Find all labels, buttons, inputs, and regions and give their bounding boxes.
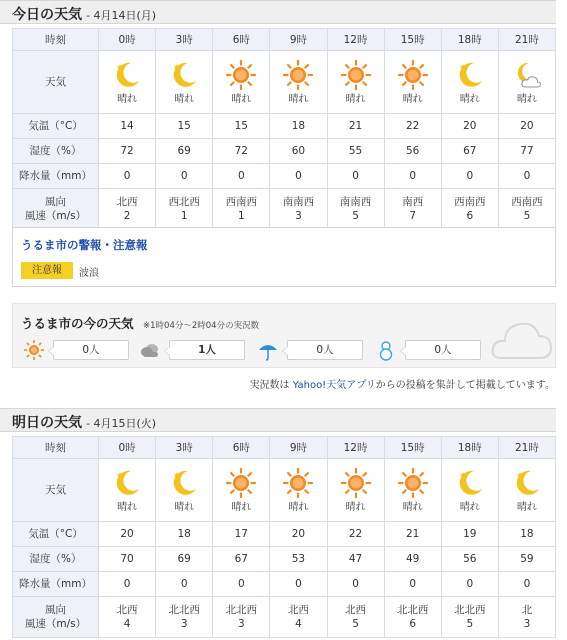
cloudy-count: 1人 xyxy=(169,340,245,360)
current-weather-title: うるま市の今の天気 xyxy=(21,316,134,331)
condition-text: 晴れ xyxy=(231,93,252,105)
humidity-cell: 77 xyxy=(498,139,555,164)
temperature-label: 気温（°C） xyxy=(13,114,99,139)
wind-cell xyxy=(327,189,384,230)
weather-cell xyxy=(270,51,327,114)
humidity-row xyxy=(13,547,556,572)
weather-cell xyxy=(441,51,498,114)
yahoo-weather-app-link[interactable]: Yahoo!天気アプリ xyxy=(292,380,376,391)
wind-cell xyxy=(99,189,156,230)
wind-direction: 北北西 xyxy=(454,604,486,616)
condition-text: 晴れ xyxy=(516,501,537,513)
precipitation-row xyxy=(13,572,556,597)
wind-row xyxy=(13,189,556,230)
hour-cell: 18時 xyxy=(441,29,498,51)
condition-text: 晴れ xyxy=(288,93,309,105)
temperature-cell: 18 xyxy=(498,522,555,547)
precipitation-label: 降水量（mm） xyxy=(13,572,99,597)
moon-icon xyxy=(112,468,142,498)
humidity-cell: 72 xyxy=(99,139,156,164)
wind-direction: 南西 xyxy=(402,196,424,208)
wind-cell xyxy=(327,597,384,638)
advisory-badge: 注意報 xyxy=(21,262,73,279)
wind-row xyxy=(13,597,556,638)
wind-speed: 5 xyxy=(352,618,359,630)
humidity-cell: 53 xyxy=(270,547,327,572)
precipitation-row xyxy=(13,164,556,189)
weather-cell xyxy=(327,459,384,522)
moon-cloud-icon xyxy=(512,60,542,90)
moon-icon xyxy=(169,468,199,498)
temperature-row xyxy=(13,114,556,139)
weather-cell xyxy=(213,51,270,114)
wind-direction: 北北西 xyxy=(396,604,429,616)
sun-icon xyxy=(226,468,256,498)
condition-text: 晴れ xyxy=(345,501,366,513)
sun-icon xyxy=(398,60,428,90)
humidity-cell: 49 xyxy=(384,547,441,572)
wind-direction: 北北西 xyxy=(168,604,200,616)
wind-direction: 北 xyxy=(521,604,533,616)
humidity-label: 湿度（%） xyxy=(13,547,99,572)
hour-cell: 6時 xyxy=(213,437,270,459)
sun-icon xyxy=(398,468,428,498)
wind-cell xyxy=(156,189,213,230)
humidity-cell: 56 xyxy=(384,139,441,164)
condition-text: 晴れ xyxy=(345,93,366,105)
moon-icon xyxy=(455,60,485,90)
temperature-cell: 20 xyxy=(441,114,498,139)
sunny-count: 0人 xyxy=(53,340,129,360)
humidity-label: 湿度（%） xyxy=(13,139,99,164)
wind-speed: 5 xyxy=(352,210,359,222)
sun-icon xyxy=(341,468,371,498)
precipitation-cell: 0 xyxy=(327,164,384,189)
humidity-cell: 47 xyxy=(327,547,384,572)
temperature-cell: 18 xyxy=(156,522,213,547)
wind-direction-label: 風向 xyxy=(45,196,66,208)
weather-row xyxy=(13,459,556,522)
today-header xyxy=(0,0,556,24)
humidity-cell: 67 xyxy=(213,547,270,572)
humidity-cell: 70 xyxy=(99,547,156,572)
rainy-count: 0人 xyxy=(287,340,363,360)
hour-cell: 0時 xyxy=(99,29,156,51)
wind-cell xyxy=(498,597,555,638)
wind-speed: 3 xyxy=(180,618,188,630)
wind-label xyxy=(13,189,99,230)
wind-cell xyxy=(384,189,441,230)
wind-cell xyxy=(213,189,270,230)
weather-label: 天気 xyxy=(13,51,99,114)
wind-speed-label: 風速（m/s） xyxy=(24,210,87,222)
wind-speed: 4 xyxy=(123,618,131,630)
wind-cell xyxy=(99,597,156,638)
weather-cell xyxy=(213,459,270,522)
moon-icon xyxy=(455,468,485,498)
condition-text: 晴れ xyxy=(402,501,423,513)
hour-cell: 6時 xyxy=(213,29,270,51)
temperature-cell: 14 xyxy=(99,114,156,139)
condition-text: 晴れ xyxy=(459,93,480,105)
condition-text: 晴れ xyxy=(288,501,309,513)
temperature-cell: 21 xyxy=(384,522,441,547)
wind-direction: 南南西 xyxy=(282,196,315,208)
time-label: 時刻 xyxy=(13,29,99,51)
precipitation-label: 降水量（mm） xyxy=(13,164,99,189)
wind-cell xyxy=(156,597,213,638)
weather-cell xyxy=(327,51,384,114)
hour-cell: 21時 xyxy=(498,437,555,459)
moon-icon xyxy=(169,60,199,90)
temperature-cell: 17 xyxy=(213,522,270,547)
temperature-cell: 15 xyxy=(213,114,270,139)
wind-speed: 7 xyxy=(409,210,417,222)
wind-direction-label: 風向 xyxy=(45,604,66,616)
weather-label: 天気 xyxy=(13,459,99,522)
wind-cell xyxy=(498,189,555,230)
wind-direction: 北西 xyxy=(116,604,138,616)
tomorrow-header xyxy=(0,408,556,432)
current-weather-subtitle: ※1時04分〜2時04分の実況数 xyxy=(143,321,260,331)
hour-cell: 15時 xyxy=(384,437,441,459)
weather-cell xyxy=(384,51,441,114)
hour-cell: 9時 xyxy=(270,29,327,51)
wind-direction: 北西 xyxy=(345,604,367,616)
wind-speed-label: 風速（m/s） xyxy=(24,618,87,630)
humidity-cell: 69 xyxy=(156,139,213,164)
hour-cell: 18時 xyxy=(441,437,498,459)
precipitation-cell: 0 xyxy=(156,572,213,597)
condition-text: 晴れ xyxy=(402,93,423,105)
humidity-cell: 60 xyxy=(270,139,327,164)
wind-direction: 南南西 xyxy=(339,196,372,208)
snowy-count: 0人 xyxy=(405,340,481,360)
today-title: 今日の天気 - 4月14日(月) xyxy=(12,7,157,23)
hour-cell: 12時 xyxy=(327,29,384,51)
moon-icon xyxy=(112,60,142,90)
wind-speed: 5 xyxy=(466,618,474,630)
report-note: 実況数は Yahoo!天気アプリからの投稿を集計して掲載しています。 xyxy=(249,380,555,391)
weather-cell xyxy=(384,459,441,522)
sun-icon xyxy=(226,60,256,90)
hour-cell: 3時 xyxy=(156,29,213,51)
sun-icon xyxy=(23,339,45,361)
wind-direction: 西南西 xyxy=(511,196,543,208)
humidity-row xyxy=(13,139,556,164)
today-date: - 4月14日(月) xyxy=(86,9,157,22)
precipitation-cell: 0 xyxy=(99,164,156,189)
tomorrow-date: - 4月15日(火) xyxy=(86,417,157,430)
temperature-cell: 18 xyxy=(270,114,327,139)
weather-cell xyxy=(99,459,156,522)
wind-direction: 北西 xyxy=(287,604,309,616)
wind-speed: 4 xyxy=(295,618,302,630)
wind-cell xyxy=(441,597,498,638)
snowman-icon xyxy=(375,339,397,361)
wind-speed: 3 xyxy=(237,618,245,630)
wind-direction: 西南西 xyxy=(454,196,486,208)
condition-text: 晴れ xyxy=(174,501,195,513)
wind-cell xyxy=(213,597,270,638)
condition-text: 晴れ xyxy=(117,93,138,105)
hour-cell: 15時 xyxy=(384,29,441,51)
humidity-cell: 69 xyxy=(156,547,213,572)
background-cloud-icon xyxy=(491,308,553,366)
hour-cell: 0時 xyxy=(99,437,156,459)
weather-cell xyxy=(498,459,555,522)
warning-title-link[interactable]: うるま市の警報・注意報 xyxy=(21,238,148,252)
temperature-cell: 20 xyxy=(270,522,327,547)
humidity-cell: 55 xyxy=(327,139,384,164)
wind-cell xyxy=(270,189,327,230)
temperature-cell: 15 xyxy=(156,114,213,139)
precipitation-cell: 0 xyxy=(270,572,327,597)
umbrella-icon xyxy=(257,339,279,361)
cloud-icon xyxy=(139,339,161,361)
temperature-cell: 22 xyxy=(384,114,441,139)
humidity-cell: 56 xyxy=(441,547,498,572)
temperature-cell: 22 xyxy=(327,522,384,547)
weather-cell xyxy=(99,51,156,114)
wind-cell xyxy=(270,597,327,638)
weather-cell xyxy=(498,51,555,114)
precipitation-cell: 0 xyxy=(270,164,327,189)
wind-speed: 6 xyxy=(466,210,474,222)
wind-speed: 1 xyxy=(180,210,188,222)
temperature-cell: 21 xyxy=(327,114,384,139)
moon-icon xyxy=(512,468,542,498)
weather-cell xyxy=(270,459,327,522)
wind-speed: 6 xyxy=(409,618,417,630)
temperature-label: 気温（°C） xyxy=(13,522,99,547)
condition-text: 晴れ xyxy=(516,93,537,105)
wind-label xyxy=(13,597,99,638)
time-row xyxy=(13,437,556,459)
weather-cell xyxy=(156,459,213,522)
precipitation-cell: 0 xyxy=(441,572,498,597)
wind-speed: 1 xyxy=(237,210,245,222)
temperature-row xyxy=(13,522,556,547)
hour-cell: 12時 xyxy=(327,437,384,459)
precipitation-cell: 0 xyxy=(213,572,270,597)
hour-cell: 9時 xyxy=(270,437,327,459)
time-row xyxy=(13,29,556,51)
tomorrow-forecast-table xyxy=(12,436,556,638)
condition-text: 晴れ xyxy=(231,501,252,513)
wind-cell xyxy=(441,189,498,230)
precipitation-cell: 0 xyxy=(498,572,555,597)
temperature-cell: 20 xyxy=(498,114,555,139)
humidity-cell: 67 xyxy=(441,139,498,164)
weather-cell xyxy=(156,51,213,114)
condition-text: 晴れ xyxy=(117,501,138,513)
humidity-cell: 72 xyxy=(213,139,270,164)
precipitation-cell: 0 xyxy=(498,164,555,189)
wind-direction: 西北西 xyxy=(168,196,200,208)
hour-cell: 3時 xyxy=(156,437,213,459)
precipitation-cell: 0 xyxy=(384,572,441,597)
wind-speed: 3 xyxy=(523,618,531,630)
precipitation-cell: 0 xyxy=(441,164,498,189)
wind-direction: 北西 xyxy=(116,196,138,208)
sun-icon xyxy=(283,60,313,90)
current-weather-panel xyxy=(12,303,556,368)
weather-row xyxy=(13,51,556,114)
wind-speed: 5 xyxy=(523,210,531,222)
tomorrow-title: 明日の天気 - 4月15日(火) xyxy=(12,415,157,431)
hour-cell: 21時 xyxy=(498,29,555,51)
humidity-cell: 59 xyxy=(498,547,555,572)
precipitation-cell: 0 xyxy=(384,164,441,189)
condition-text: 晴れ xyxy=(459,501,480,513)
sun-icon xyxy=(283,468,313,498)
sun-icon xyxy=(341,60,371,90)
condition-text: 晴れ xyxy=(174,93,195,105)
precipitation-cell: 0 xyxy=(99,572,156,597)
today-forecast-table xyxy=(12,28,556,230)
temperature-cell: 19 xyxy=(441,522,498,547)
warning-panel xyxy=(12,227,556,287)
precipitation-cell: 0 xyxy=(327,572,384,597)
precipitation-cell: 0 xyxy=(213,164,270,189)
precipitation-cell: 0 xyxy=(156,164,213,189)
temperature-cell: 20 xyxy=(99,522,156,547)
time-label: 時刻 xyxy=(13,437,99,459)
weather-cell xyxy=(441,459,498,522)
wind-direction: 北北西 xyxy=(225,604,258,616)
wind-cell xyxy=(384,597,441,638)
advisory-text: 波浪 xyxy=(79,268,99,279)
wind-direction: 西南西 xyxy=(225,196,258,208)
wind-speed: 2 xyxy=(123,210,131,222)
wind-speed: 3 xyxy=(295,210,302,222)
